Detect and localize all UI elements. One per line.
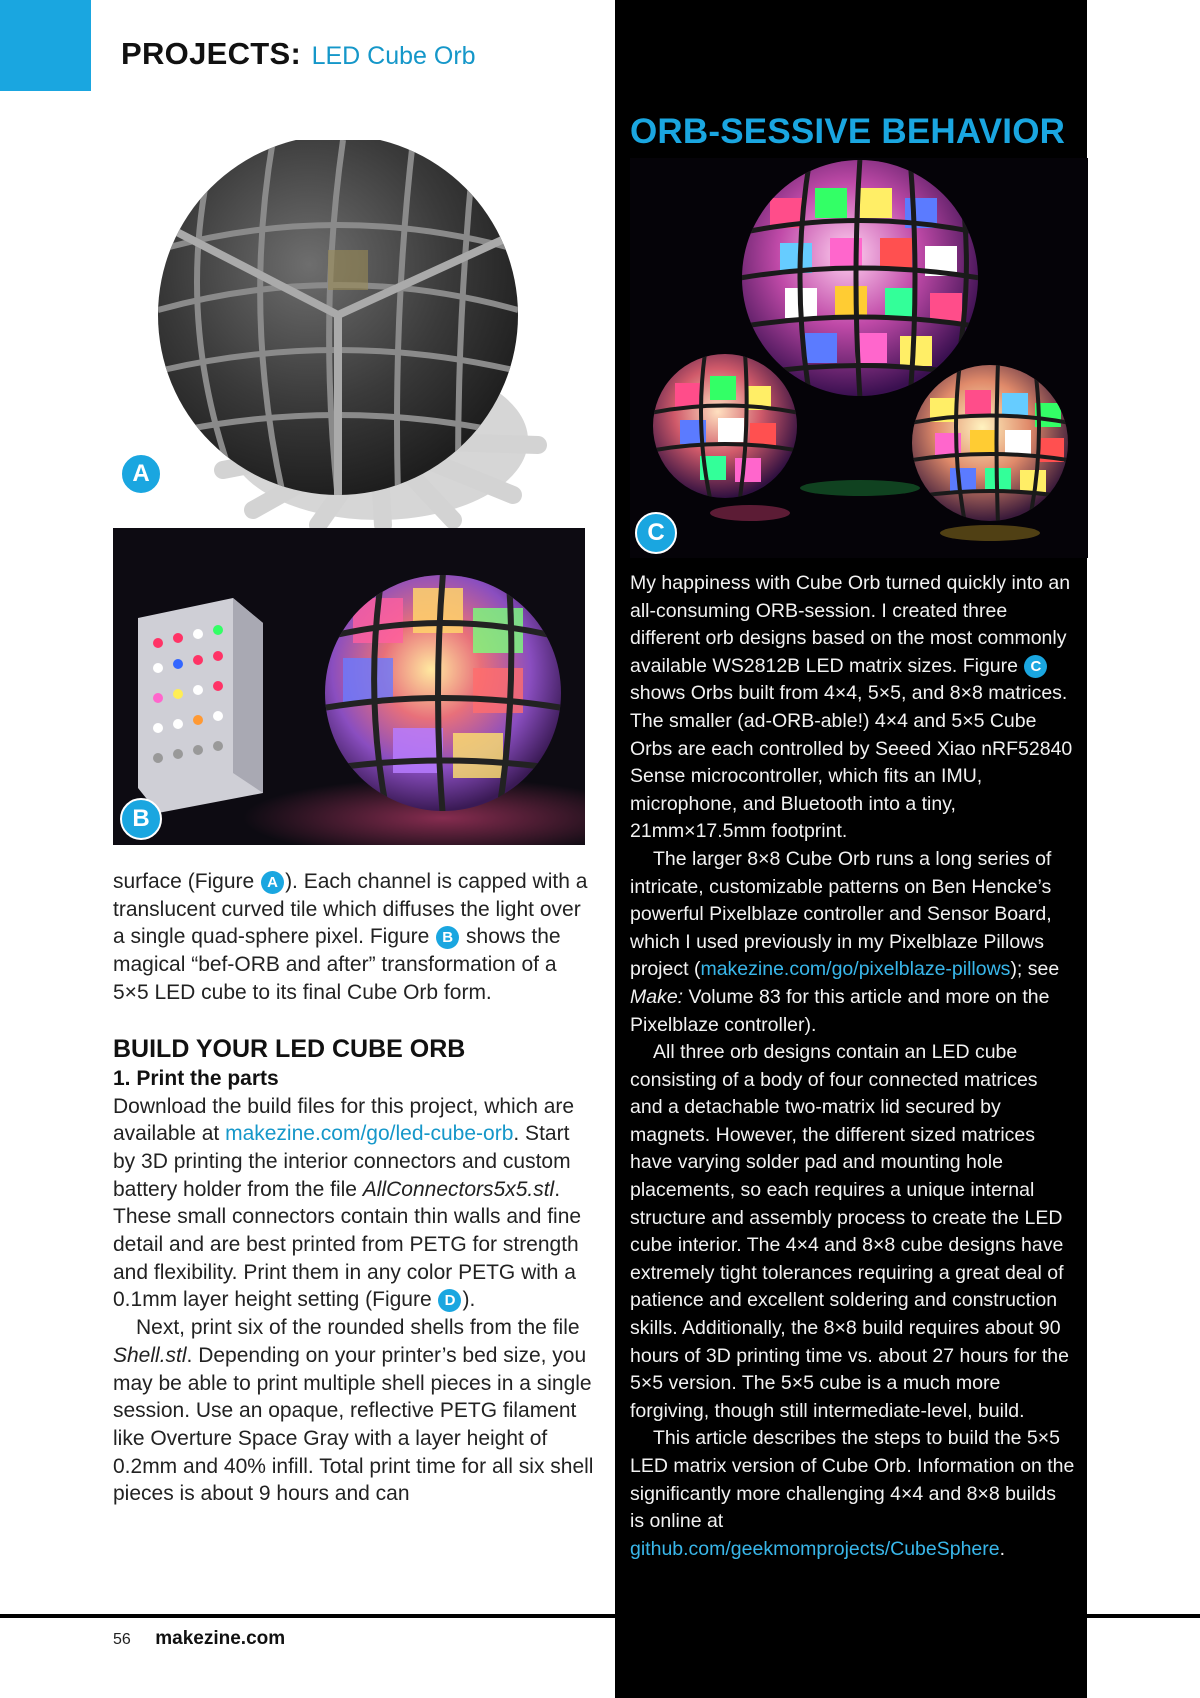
figure-a xyxy=(113,140,583,530)
make-magazine-name: Make: xyxy=(630,985,684,1008)
left-column-text xyxy=(113,868,595,1508)
corner-color-block xyxy=(0,0,91,91)
left-paragraph-3: Next, print six of the rounded shells from the file Shell.stl. Depending on your printer’s bed size, you may be able to print multiple shell pieces in a single session. Use an opaque, reflective PETG filament like Overture Space Gray with a layer height of 0.2mm and 40% infill. Total print time for all six shell pieces is about 9 hours and can xyxy=(113,1316,594,1506)
section-kicker: PROJECTS: xyxy=(121,36,302,71)
article-subtitle: LED Cube Orb xyxy=(311,42,476,70)
figure-b-badge: B xyxy=(120,798,162,840)
figure-c-inline-badge: C xyxy=(1024,655,1047,678)
sphere-render-image xyxy=(113,140,583,530)
section-heading: BUILD YOUR LED CUBE ORB xyxy=(113,1034,466,1063)
shell-filename: Shell.stl xyxy=(113,1343,187,1367)
sidebar-panel xyxy=(615,0,1087,1698)
figure-b-inline-badge: B xyxy=(436,926,459,949)
left-paragraph-1: surface (Figure A ). Each channel is capped with a translucent curved tile which diffuses the light over a single quad-sphere pixel. Figure B shows the magical “bef-ORB and after” transformation of a 5×5 LED cube to its final Cube Orb form. xyxy=(113,870,588,1004)
figure-d-inline-badge: D xyxy=(438,1289,461,1312)
footer-rule xyxy=(0,1614,1200,1618)
sidebar-paragraph-3: All three orb designs contain an LED cube consisting of a body of four connected matrices and a detachable two-matrix lid secured by magnets. However, the different sized matrices have varying solder pad and mounting hole placements, so each requires a unique internal structure and assembly process to create the LED cube interior. The 4×4 and 8×8 cube designs have extremely tight tolerances requiring a great deal of patience and excellent soldering and construction skills. Additionally, the 8×8 build requires about 90 hours of 3D printing time vs. about 27 hours for the 5×5 version. The 5×5 cube is a much more forgiving, though still intermediate-level, build. xyxy=(630,1041,1069,1422)
step-heading: 1. Print the parts xyxy=(113,1066,279,1090)
sidebar-paragraph-2: The larger 8×8 Cube Orb runs a long series of intricate, customizable patterns on Ben Hencke’s powerful Pixelblaze controller and Sensor Board, which I used previously in my Pixelblaze Pillows project (makezine.com/go/pixelblaze-pillows); see Make: Volume 83 for this article and more on the Pixelblaze controller). xyxy=(630,847,1060,1036)
sidebar-paragraph-4: This article describes the steps to build the 5×5 LED matrix version of Cube Orb. Information on the significantly more challenging 4×4 and 8×8 builds is online at github.com/geekmomprojects/CubeSphere. xyxy=(630,1427,1075,1560)
figure-b xyxy=(113,528,585,845)
figure-a-inline-badge: A xyxy=(261,871,284,894)
footer-site[interactable]: makezine.com xyxy=(155,1628,286,1649)
sidebar-paragraph-1: My happiness with Cube Orb turned quickly into an all-consuming ORB-session. I created three different orb designs based on the most commonly available WS2812B LED matrix sizes. Figure C shows Orbs built from 4×4, 5×5, and 8×8 matrices. The smaller (ad-ORB-able!) 4×4 and 5×5 Cube Orbs are each controlled by Seeed Xiao nRF52840 Sense microcontroller, which fits an IMU, microphone, and Bluetooth into a tiny, 21mm×17.5mm footprint. xyxy=(630,572,1073,843)
three-orbs-photo xyxy=(630,158,1088,558)
github-link[interactable]: github.com/geekmomprojects/CubeSphere xyxy=(630,1537,1000,1560)
figure-c-badge: C xyxy=(635,512,677,554)
connectors-filename: AllConnectors5x5.stl xyxy=(362,1177,555,1201)
pixelblaze-pillows-link[interactable]: makezine.com/go/pixelblaze-pillows xyxy=(700,958,1011,981)
figure-c xyxy=(630,158,1088,558)
build-files-link[interactable]: makezine.com/go/led-cube-orb xyxy=(225,1122,514,1146)
page-number: 56 xyxy=(113,1631,131,1648)
led-cube-and-orb-photo xyxy=(113,528,585,845)
page-header xyxy=(121,36,476,72)
left-paragraph-2: Download the build files for this project, which are available at makezine.com/go/led-cube-orb. Start by 3D printing the interior connectors and custom battery holder from the file AllConnectors5x5.stl. These small connectors contain thin walls and fine detail and are best printed from PETG for strength and flexibility. Print them in any color PETG with a 0.1mm layer height setting (Figure D ). xyxy=(113,1094,582,1312)
sidebar-text xyxy=(630,570,1075,1563)
figure-a-badge: A xyxy=(120,453,162,495)
sidebar-title: ORB-SESSIVE BEHAVIOR xyxy=(630,112,1066,151)
page-footer xyxy=(113,1628,285,1650)
